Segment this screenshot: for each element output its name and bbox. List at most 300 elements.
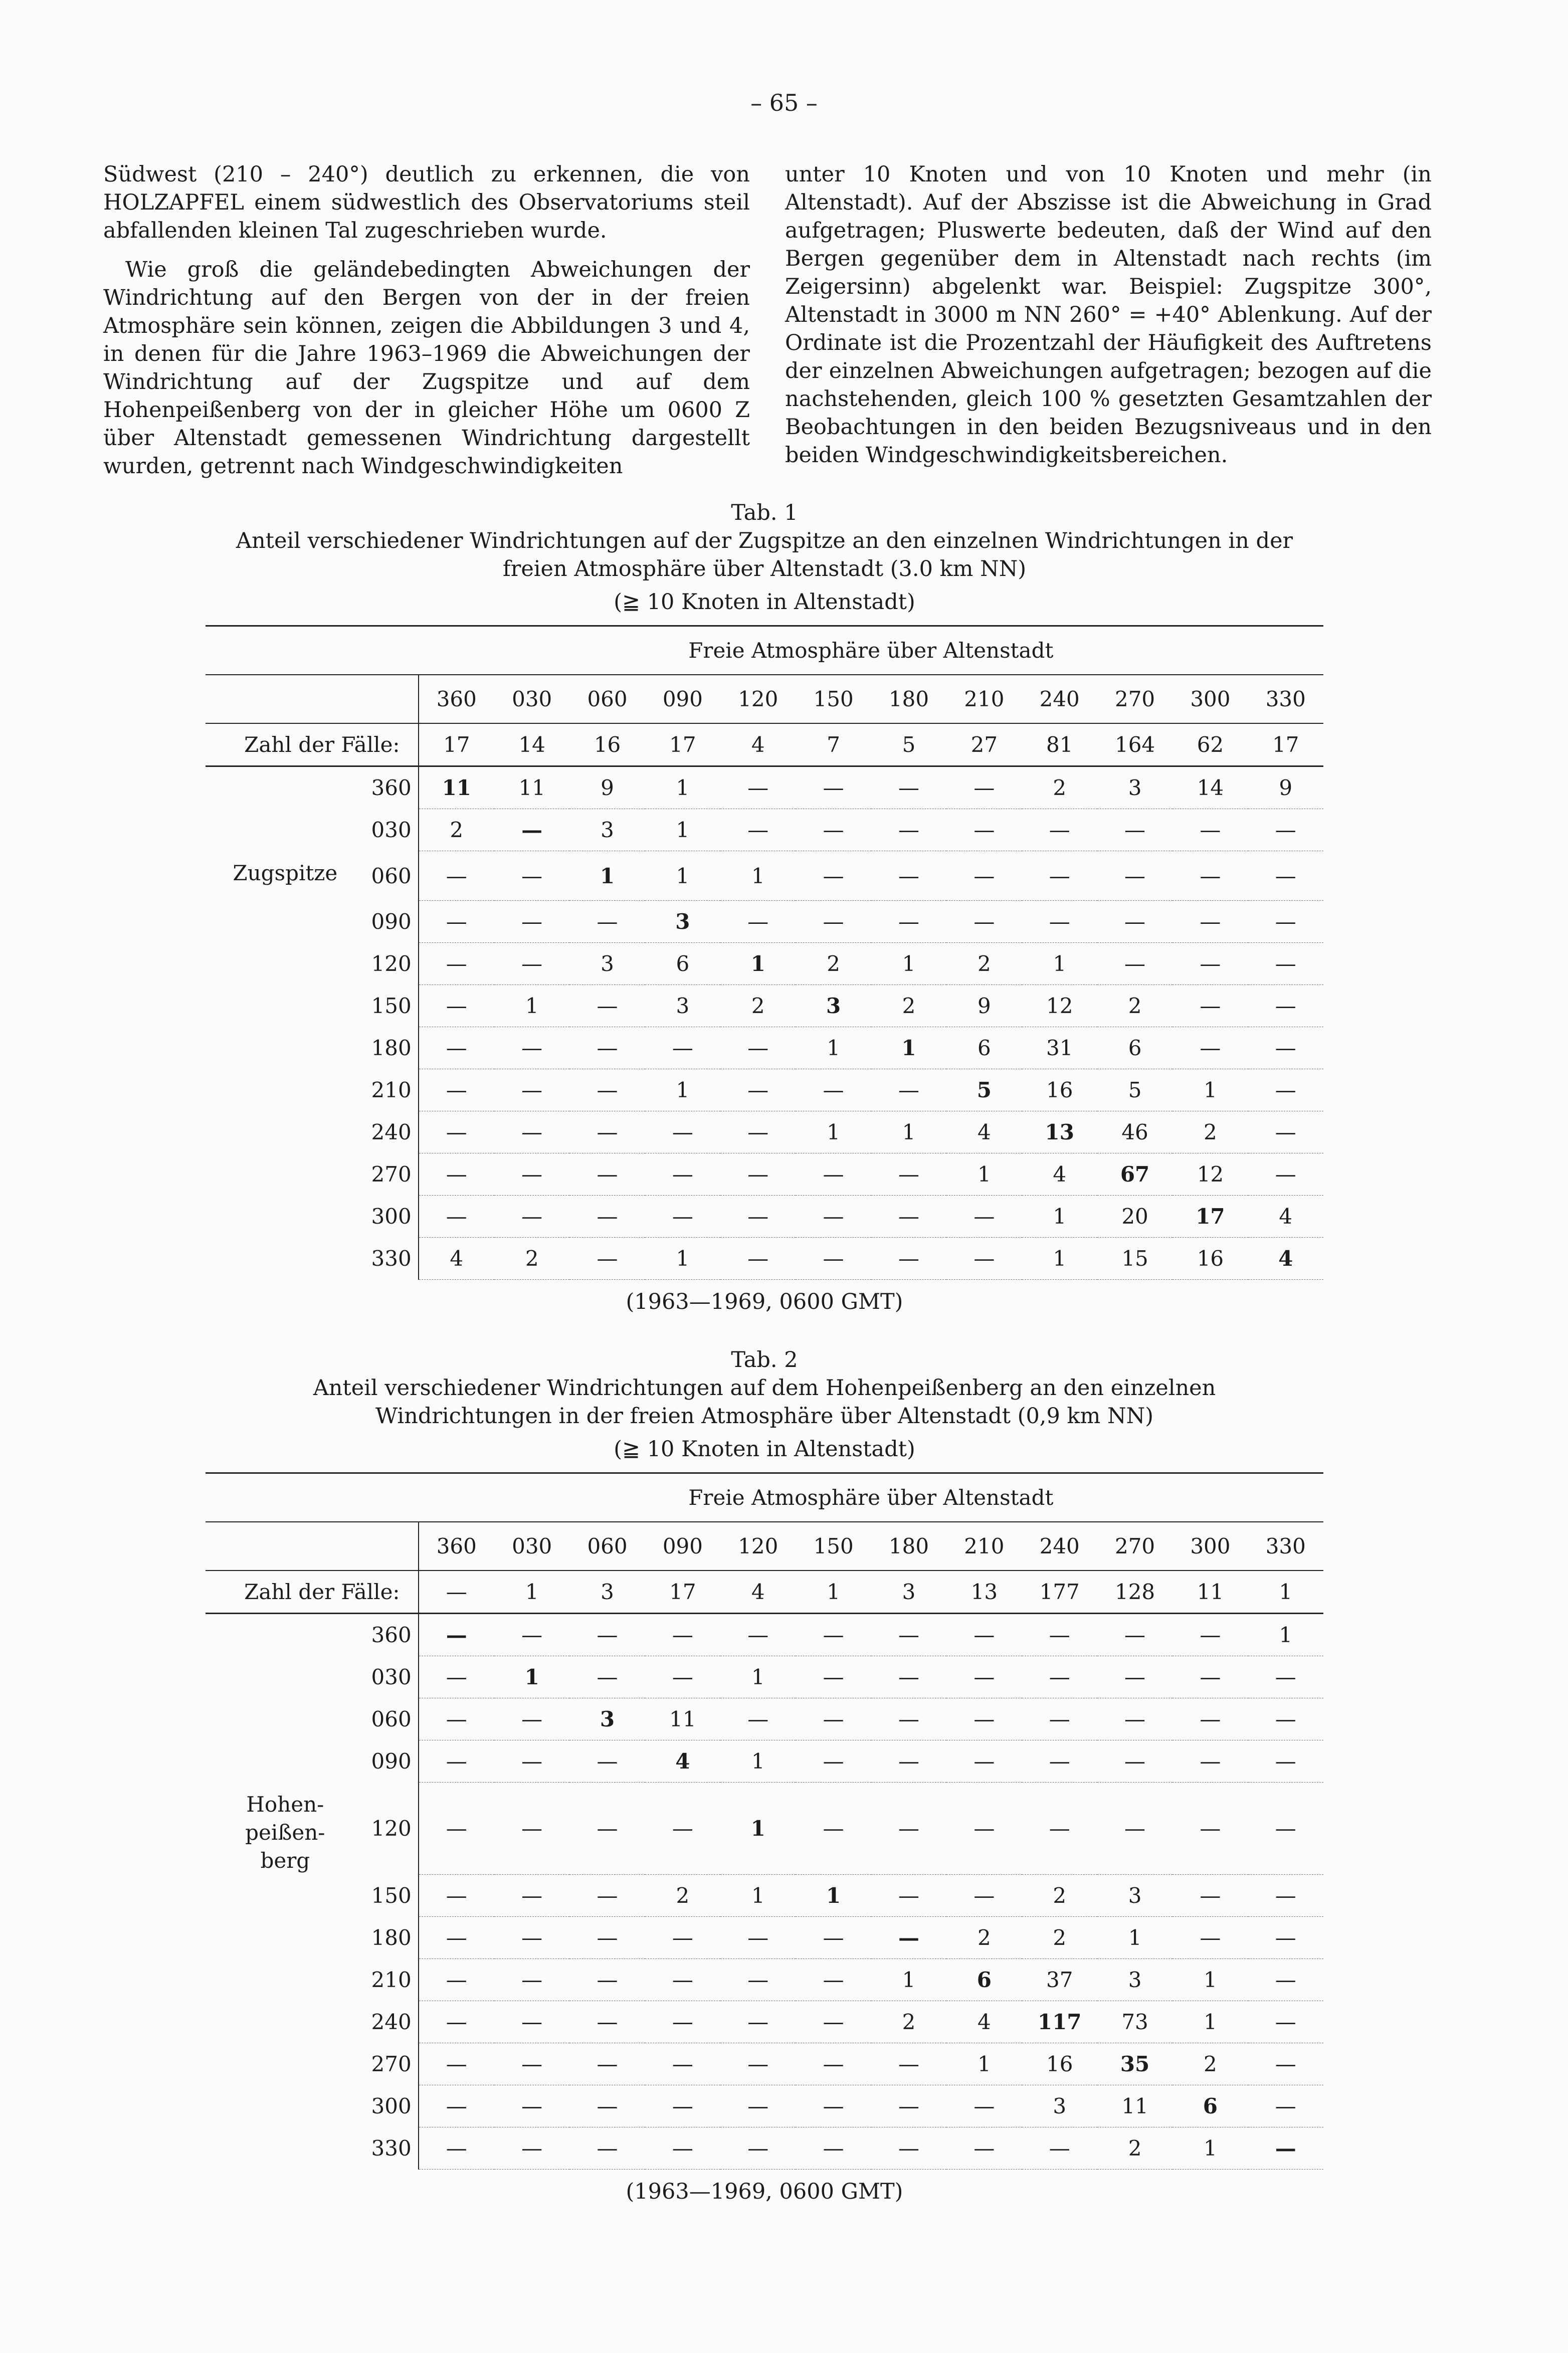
table-cell: 1 xyxy=(871,1111,946,1153)
table-cell: — xyxy=(946,1698,1022,1740)
table-cell: 2 xyxy=(871,2001,946,2043)
table-cell: — xyxy=(494,1153,569,1196)
station-label xyxy=(206,1783,365,1875)
column-header: 150 xyxy=(796,1522,871,1571)
table-cell: 16 xyxy=(1022,1069,1097,1111)
table-row xyxy=(206,1698,1323,1740)
table-cell: — xyxy=(1248,2127,1323,2170)
row-direction: 180 xyxy=(365,1917,419,1959)
column-header: 300 xyxy=(1172,675,1248,723)
cases-cell: 16 xyxy=(569,723,645,766)
table-cell: — xyxy=(796,766,871,809)
station-label xyxy=(206,1656,365,1698)
table-cell: — xyxy=(419,1740,494,1783)
table-cell: — xyxy=(946,2127,1022,2170)
table-cell: — xyxy=(720,1069,796,1111)
table-cell: 4 xyxy=(1248,1238,1323,1280)
row-direction: 360 xyxy=(365,1614,419,1656)
table-footer: (1963—1969, 0600 GMT) xyxy=(626,1289,903,1314)
table-cell: — xyxy=(871,2127,946,2170)
table-cell: — xyxy=(871,1917,946,1959)
table-cell: 3 xyxy=(645,901,720,943)
table-2 xyxy=(206,1346,1323,2206)
table-cell: — xyxy=(569,1656,645,1698)
table-cell: 3 xyxy=(569,943,645,985)
table-cell: — xyxy=(871,1153,946,1196)
blank-cell xyxy=(365,1522,419,1571)
row-direction: 330 xyxy=(365,2127,419,2170)
station-label xyxy=(206,1698,365,1740)
table-cell: — xyxy=(494,1069,569,1111)
table-cell: 15 xyxy=(1097,1238,1172,1280)
table-cell: — xyxy=(419,1875,494,1917)
table-cell: — xyxy=(796,809,871,851)
table-cell: — xyxy=(419,1656,494,1698)
cases-cell: 177 xyxy=(1022,1571,1097,1614)
table-cell: 35 xyxy=(1097,2043,1172,2085)
table-cell: — xyxy=(1248,1783,1323,1875)
column-header: 060 xyxy=(569,675,645,723)
column-header: 150 xyxy=(796,675,871,723)
table-cell: — xyxy=(1097,1614,1172,1656)
station-label xyxy=(206,1917,365,1959)
table-cell: — xyxy=(1172,1027,1248,1069)
column-header: 180 xyxy=(871,1522,946,1571)
table-cell: — xyxy=(645,1111,720,1153)
table-cell: — xyxy=(871,1069,946,1111)
table-cell: — xyxy=(645,2085,720,2127)
table-cell: — xyxy=(419,1783,494,1875)
table-cell: 6 xyxy=(1097,1027,1172,1069)
row-direction: 030 xyxy=(365,809,419,851)
table-cell: — xyxy=(796,1614,871,1656)
table-condition: (≧ 10 Knoten in Altenstadt) xyxy=(614,1437,915,1462)
table-cell: — xyxy=(494,2085,569,2127)
table-cell: 4 xyxy=(419,1238,494,1280)
blank-cell xyxy=(206,675,365,723)
table-cell: 46 xyxy=(1097,1111,1172,1153)
table-cell: — xyxy=(871,1656,946,1698)
table-cell: — xyxy=(569,2043,645,2085)
table-cell: — xyxy=(720,1153,796,1196)
table-cell: — xyxy=(494,2043,569,2085)
table-cell: — xyxy=(494,1196,569,1238)
table-cell: 1 xyxy=(796,1027,871,1069)
cases-cell: 62 xyxy=(1172,723,1248,766)
row-direction: 210 xyxy=(365,1959,419,2001)
table-cell: — xyxy=(1097,1783,1172,1875)
table-cell: 4 xyxy=(645,1740,720,1783)
row-direction: 210 xyxy=(365,1069,419,1111)
cases-label: Zahl der Fälle: xyxy=(206,1571,419,1614)
table-cell: — xyxy=(796,1196,871,1238)
table-cell: — xyxy=(1022,809,1097,851)
station-label-line: Zugspitze xyxy=(233,860,338,885)
table-cell: 9 xyxy=(946,985,1022,1027)
table-cell: — xyxy=(871,1196,946,1238)
table-cell: 1 xyxy=(796,1111,871,1153)
column-header: 360 xyxy=(419,1522,494,1571)
table-cell: — xyxy=(419,1027,494,1069)
table-cell: 1 xyxy=(1022,1196,1097,1238)
table-cell: — xyxy=(1172,985,1248,1027)
table-cell: 1 xyxy=(720,1875,796,1917)
cases-cell: 27 xyxy=(946,723,1022,766)
table-cell: 1 xyxy=(1097,1917,1172,1959)
table-cell: 31 xyxy=(1022,1027,1097,1069)
table-cell: — xyxy=(494,1783,569,1875)
table-cell: 2 xyxy=(1097,2127,1172,2170)
row-direction: 180 xyxy=(365,1027,419,1069)
table-row xyxy=(206,851,1323,901)
table-cell: — xyxy=(946,2085,1022,2127)
table-row xyxy=(206,1740,1323,1783)
table-cell: — xyxy=(1248,1875,1323,1917)
cases-cell: 3 xyxy=(569,1571,645,1614)
table-cell: — xyxy=(720,2043,796,2085)
table-cell: — xyxy=(645,1959,720,2001)
table-cell: — xyxy=(1248,1111,1323,1153)
table-cell: — xyxy=(569,2085,645,2127)
row-direction: 360 xyxy=(365,766,419,809)
table-cell: 1 xyxy=(1022,943,1097,985)
table-cell: — xyxy=(419,943,494,985)
table-cell: — xyxy=(796,2001,871,2043)
station-label xyxy=(206,2085,365,2127)
table-cell: 1 xyxy=(871,1027,946,1069)
table-cell: — xyxy=(871,2043,946,2085)
row-direction: 030 xyxy=(365,1656,419,1698)
table-row xyxy=(206,809,1323,851)
right-paragraph-1: unter 10 Knoten und von 10 Knoten und mehr (in Altenstadt). Auf der Abszisse ist die Abweichung in Grad aufgetragen; Pluswerte bedeuten, daß der Wind auf den Bergen gegenüber dem in Altenstadt nach rechts (im Zeigersinn) abgelenkt war. Beispiel: Zugspitze 300°, Altenstadt in 3000 m NN 260° = +40° Ablenkung. Auf der Ordinate ist die Prozentzahl der Häufigkeit des Auftretens der einzelnen Abweichungen aufgetragen; bezogen auf die nachstehenden, gleich 100 % gesetzten Gesamtzahlen der Beobachtungen in den beiden Bezugsniveaus und in den beiden Windgeschwindigkeitsbereichen. xyxy=(785,162,1432,468)
table-cell: 2 xyxy=(494,1238,569,1280)
station-label xyxy=(206,1027,365,1069)
table-cell: — xyxy=(871,1238,946,1280)
table-cell: — xyxy=(796,1238,871,1280)
table-cell: — xyxy=(1248,1740,1323,1783)
table-cell: — xyxy=(494,851,569,901)
table-cell: — xyxy=(1172,1698,1248,1740)
table-cell: 1 xyxy=(720,943,796,985)
cases-cell: 17 xyxy=(645,1571,720,1614)
table-cell: 1 xyxy=(720,1740,796,1783)
cases-cell: 4 xyxy=(720,1571,796,1614)
cases-cell: 4 xyxy=(720,723,796,766)
span-header: Freie Atmosphäre über Altenstadt xyxy=(419,1473,1323,1522)
table-cell: — xyxy=(1022,1656,1097,1698)
table-row xyxy=(206,2001,1323,2043)
cases-cell: 14 xyxy=(494,723,569,766)
column-header: 210 xyxy=(946,1522,1022,1571)
table-cell: — xyxy=(1022,2127,1097,2170)
column-header: 240 xyxy=(1022,1522,1097,1571)
column-header: 120 xyxy=(720,1522,796,1571)
table-cell: — xyxy=(796,1698,871,1740)
column-header: 240 xyxy=(1022,675,1097,723)
table-cell: — xyxy=(796,2085,871,2127)
table-cell: — xyxy=(796,1740,871,1783)
table-cell: 2 xyxy=(419,809,494,851)
table-cell: 1 xyxy=(946,2043,1022,2085)
table-cell: — xyxy=(645,1027,720,1069)
row-direction: 120 xyxy=(365,1783,419,1875)
table-cell: 2 xyxy=(946,1917,1022,1959)
row-direction: 090 xyxy=(365,1740,419,1783)
station-label-line: berg xyxy=(260,1848,310,1873)
table-cell: 3 xyxy=(1022,2085,1097,2127)
table-cell: — xyxy=(796,2043,871,2085)
table-cell: — xyxy=(720,1238,796,1280)
table-cell: — xyxy=(419,2001,494,2043)
station-label xyxy=(206,901,365,943)
table-cell: — xyxy=(419,2043,494,2085)
table-cell: — xyxy=(569,1069,645,1111)
table-cell: — xyxy=(419,1959,494,2001)
table-cell: — xyxy=(720,1959,796,2001)
table-cell: — xyxy=(946,1740,1022,1783)
table-cell: — xyxy=(946,1238,1022,1280)
table-cell: — xyxy=(946,851,1022,901)
table-row xyxy=(206,1656,1323,1698)
table-cell: — xyxy=(494,1698,569,1740)
table-cell: 4 xyxy=(946,2001,1022,2043)
table-cell: 11 xyxy=(494,766,569,809)
data-table xyxy=(206,625,1323,1280)
table-cell: — xyxy=(569,1959,645,2001)
table-cell: — xyxy=(1022,1740,1097,1783)
table-cell: — xyxy=(494,1027,569,1069)
table-cell: — xyxy=(946,901,1022,943)
cases-cell: 17 xyxy=(1248,723,1323,766)
table-cell: — xyxy=(645,1153,720,1196)
table-cell: — xyxy=(1172,809,1248,851)
blank-cell xyxy=(206,1473,365,1522)
table-cell: — xyxy=(569,1740,645,1783)
table-cell: — xyxy=(796,1153,871,1196)
column-header: 330 xyxy=(1248,675,1323,723)
table-cell: — xyxy=(1172,1740,1248,1783)
table-row xyxy=(206,1027,1323,1069)
table-cell: — xyxy=(569,1027,645,1069)
column-header: 090 xyxy=(645,675,720,723)
table-cell: — xyxy=(796,851,871,901)
table-cell: — xyxy=(720,1027,796,1069)
table-cell: — xyxy=(1172,1656,1248,1698)
table-cell: 1 xyxy=(1022,1238,1097,1280)
table-1 xyxy=(206,499,1323,1316)
table-row xyxy=(206,1069,1323,1111)
table-cell: — xyxy=(1248,2085,1323,2127)
table-cell: — xyxy=(419,2127,494,2170)
table-cell: — xyxy=(1248,901,1323,943)
cases-cell: 164 xyxy=(1097,723,1172,766)
table-cell: 16 xyxy=(1172,1238,1248,1280)
station-label xyxy=(206,1959,365,2001)
table-cell: — xyxy=(569,1238,645,1280)
column-header: 060 xyxy=(569,1522,645,1571)
table-cell: — xyxy=(1248,851,1323,901)
table-cell: — xyxy=(1097,1740,1172,1783)
left-paragraph-1: Südwest (210 – 240°) deutlich zu erkennen, die von HOLZAPFEL einem südwestlich des Observatoriums steil abfallenden kleinen Tal zugeschrieben wurde. xyxy=(103,162,750,243)
table-cell: 4 xyxy=(946,1111,1022,1153)
table-cell: — xyxy=(1097,943,1172,985)
table-cell: — xyxy=(1248,1656,1323,1698)
table-cell: — xyxy=(1097,1656,1172,1698)
column-header: 090 xyxy=(645,1522,720,1571)
table-cell: — xyxy=(1022,1614,1097,1656)
table-cell: — xyxy=(946,1614,1022,1656)
table-cell: — xyxy=(494,943,569,985)
header-row xyxy=(206,626,1323,675)
table-cell: 3 xyxy=(569,809,645,851)
table-label: Tab. 2 xyxy=(731,1347,798,1372)
right-column xyxy=(785,160,1432,480)
table-cell: — xyxy=(720,1614,796,1656)
table-cell: 1 xyxy=(645,851,720,901)
table-cell: — xyxy=(871,766,946,809)
table-cell: — xyxy=(569,1196,645,1238)
table-cell: 2 xyxy=(871,985,946,1027)
table-cell: — xyxy=(1248,809,1323,851)
column-header: 300 xyxy=(1172,1522,1248,1571)
table-cell: 1 xyxy=(871,943,946,985)
table-row xyxy=(206,2127,1323,2170)
table-cell: — xyxy=(796,2127,871,2170)
table-cell: — xyxy=(1097,809,1172,851)
row-direction: 060 xyxy=(365,1698,419,1740)
table-cell: 1 xyxy=(494,1656,569,1698)
table-cell: 6 xyxy=(946,1027,1022,1069)
table-cell: — xyxy=(569,1614,645,1656)
station-label xyxy=(206,851,365,901)
table-cell: — xyxy=(1248,943,1323,985)
table-cell: 1 xyxy=(645,809,720,851)
cases-label: Zahl der Fälle: xyxy=(206,723,419,766)
cases-cell: 1 xyxy=(1248,1571,1323,1614)
row-direction: 270 xyxy=(365,1153,419,1196)
column-header: 030 xyxy=(494,675,569,723)
table-cell: — xyxy=(419,1917,494,1959)
station-label xyxy=(206,1069,365,1111)
table-row xyxy=(206,1917,1323,1959)
station-label xyxy=(206,1614,365,1656)
table-cell: 5 xyxy=(1097,1069,1172,1111)
table-cell: 37 xyxy=(1022,1959,1097,2001)
row-direction: 300 xyxy=(365,1196,419,1238)
table-cell: — xyxy=(645,1196,720,1238)
table-cell: — xyxy=(1022,1783,1097,1875)
table-cell: — xyxy=(569,1875,645,1917)
table-row xyxy=(206,1196,1323,1238)
table-cell: — xyxy=(494,901,569,943)
table-cell: 11 xyxy=(1097,2085,1172,2127)
table-cell: — xyxy=(419,1698,494,1740)
table-cell: — xyxy=(871,1740,946,1783)
table-cell: 2 xyxy=(1022,1875,1097,1917)
table-cell: 2 xyxy=(796,943,871,985)
table-cell: 3 xyxy=(569,1698,645,1740)
table-cell: — xyxy=(569,1153,645,1196)
table-condition: (≧ 10 Knoten in Altenstadt) xyxy=(614,590,915,615)
column-header: 360 xyxy=(419,675,494,723)
table-cell: — xyxy=(871,901,946,943)
table-row xyxy=(206,1614,1323,1656)
cases-cell: 13 xyxy=(946,1571,1022,1614)
station-label xyxy=(206,809,365,851)
table-cell: — xyxy=(569,1111,645,1153)
column-header: 120 xyxy=(720,675,796,723)
cases-cell: 1 xyxy=(796,1571,871,1614)
table-cell: 3 xyxy=(645,985,720,1027)
table-cell: — xyxy=(645,2043,720,2085)
table-cell: 2 xyxy=(1172,2043,1248,2085)
table-cell: 1 xyxy=(1172,1959,1248,2001)
cases-cell: 17 xyxy=(419,723,494,766)
table-cell: — xyxy=(720,901,796,943)
station-label xyxy=(206,1196,365,1238)
table-cell: — xyxy=(419,1614,494,1656)
row-direction: 240 xyxy=(365,1111,419,1153)
table-cell: — xyxy=(1172,1783,1248,1875)
cases-cell: 128 xyxy=(1097,1571,1172,1614)
table-cell: 2 xyxy=(645,1875,720,1917)
column-header: 270 xyxy=(1097,675,1172,723)
cases-cell: 81 xyxy=(1022,723,1097,766)
table-cell: — xyxy=(946,1656,1022,1698)
table-cell: 1 xyxy=(569,851,645,901)
station-label xyxy=(206,2127,365,2170)
table-cell: 11 xyxy=(645,1698,720,1740)
cases-cell: 11 xyxy=(1172,1571,1248,1614)
table-cell: — xyxy=(871,2085,946,2127)
table-cell: — xyxy=(419,1111,494,1153)
table-cell: — xyxy=(796,1959,871,2001)
table-row xyxy=(206,1111,1323,1153)
table-cell: — xyxy=(1022,851,1097,901)
table-cell: — xyxy=(645,2127,720,2170)
left-paragraph-2: Wie groß die geländebedingten Abweichungen der Windrichtung auf den Bergen von der in der freien Atmosphäre sein können, zeigen die Abbildungen 3 und 4, in denen für die Jahre 1963–1969 die Abweichungen der Windrichtung auf der Zugspitze und auf dem Hohenpeißenberg von der in gleicher Höhe um 0600 Z über Altenstadt gemessenen Windrichtung dargestellt wurden, getrennt nach Windgeschwindigkeiten xyxy=(103,257,750,479)
table-row xyxy=(206,1959,1323,2001)
cases-cell: 1 xyxy=(494,1571,569,1614)
page-number: – 65 – xyxy=(750,89,818,116)
table-row xyxy=(206,943,1323,985)
table-cell: 12 xyxy=(1172,1153,1248,1196)
table-cell: — xyxy=(720,809,796,851)
row-direction: 150 xyxy=(365,985,419,1027)
table-cell: 9 xyxy=(1248,766,1323,809)
data-table xyxy=(206,1472,1323,2170)
column-header: 330 xyxy=(1248,1522,1323,1571)
table-label: Tab. 1 xyxy=(731,500,798,525)
table-cell: — xyxy=(569,985,645,1027)
table-cell: — xyxy=(720,766,796,809)
table-cell: — xyxy=(720,2085,796,2127)
table-cell: — xyxy=(569,901,645,943)
table-cell: — xyxy=(796,1783,871,1875)
table-cell: 3 xyxy=(796,985,871,1027)
table-cell: — xyxy=(1022,1698,1097,1740)
table-row xyxy=(206,1153,1323,1196)
table-cell: — xyxy=(946,1875,1022,1917)
table-cell: 3 xyxy=(1097,1959,1172,2001)
table-cell: — xyxy=(494,2127,569,2170)
table-cell: — xyxy=(796,901,871,943)
station-label xyxy=(206,985,365,1027)
table-cell: 117 xyxy=(1022,2001,1097,2043)
table-cell: — xyxy=(946,809,1022,851)
row-direction: 090 xyxy=(365,901,419,943)
cases-row xyxy=(206,723,1323,766)
